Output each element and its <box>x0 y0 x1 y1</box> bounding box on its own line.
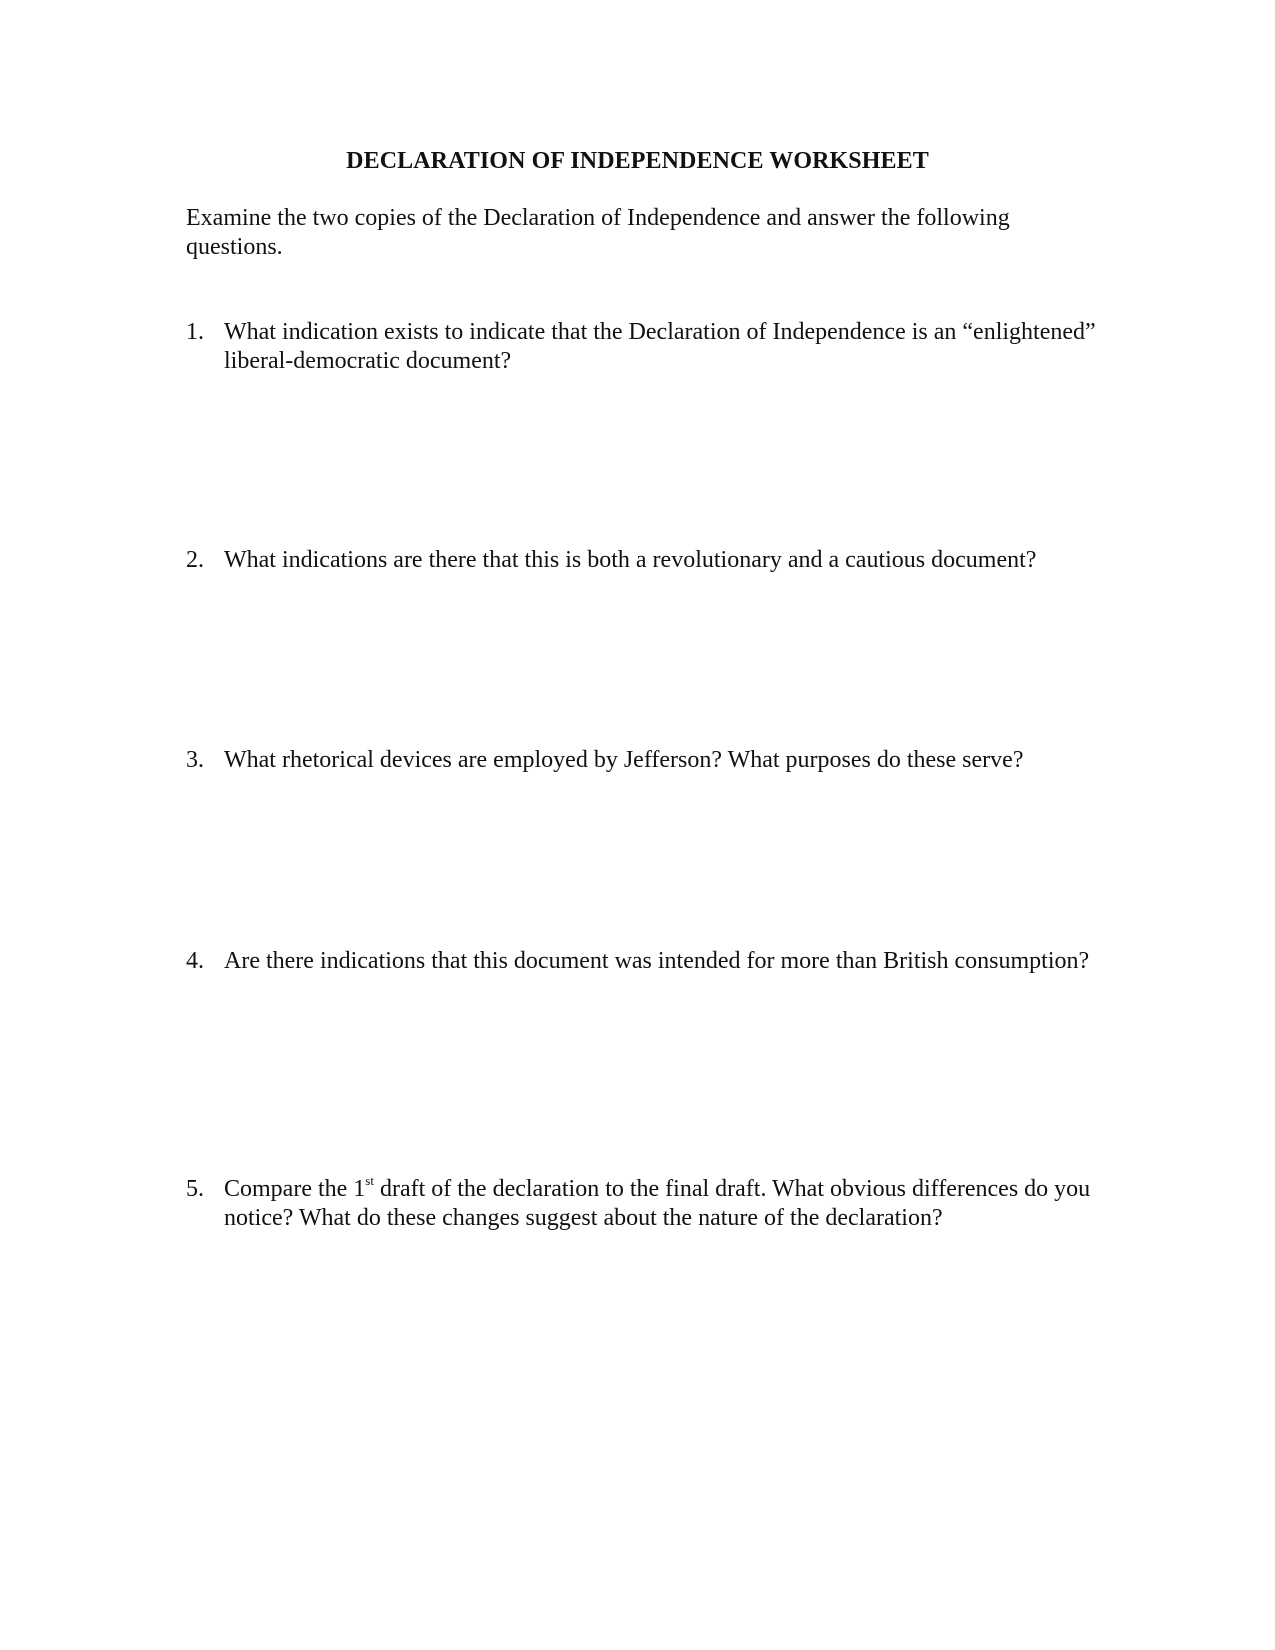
question-text-end: draft of the declaration to the final draft. What obvious differences do you notice? What do these changes suggest about the nature of the declaration? <box>224 1176 1091 1231</box>
question-number: 2. <box>186 547 204 573</box>
question-text: What indications are there that this is both a revolutionary and a cautious document? <box>224 547 1037 573</box>
question-3 <box>186 746 1106 775</box>
question-text: What indication exists to indicate that the Declaration of Independence is an “enlightened” liberal-democratic document? <box>224 319 1096 374</box>
question-2 <box>186 546 1106 575</box>
question-text: Are there indications that this document was intended for more than British consumption? <box>224 948 1090 974</box>
question-text-start: Compare the 1 <box>224 1176 366 1202</box>
question-number: 5. <box>186 1176 204 1202</box>
question-text <box>224 1175 1106 1233</box>
worksheet-title: DECLARATION OF INDEPENDENCE WORKSHEET <box>346 148 929 174</box>
question-5 <box>186 1175 1106 1233</box>
question-text: What rhetorical devices are employed by Jefferson? What purposes do these serve? <box>224 747 1024 773</box>
question-4 <box>186 947 1106 976</box>
question-number: 4. <box>186 948 204 974</box>
question-1 <box>186 318 1106 376</box>
ordinal-superscript: st <box>365 1173 374 1188</box>
worksheet-instructions: Examine the two copies of the Declaration of Independence and answer the following questions. <box>186 205 1010 260</box>
question-number: 1. <box>186 319 204 345</box>
question-number: 3. <box>186 747 204 773</box>
